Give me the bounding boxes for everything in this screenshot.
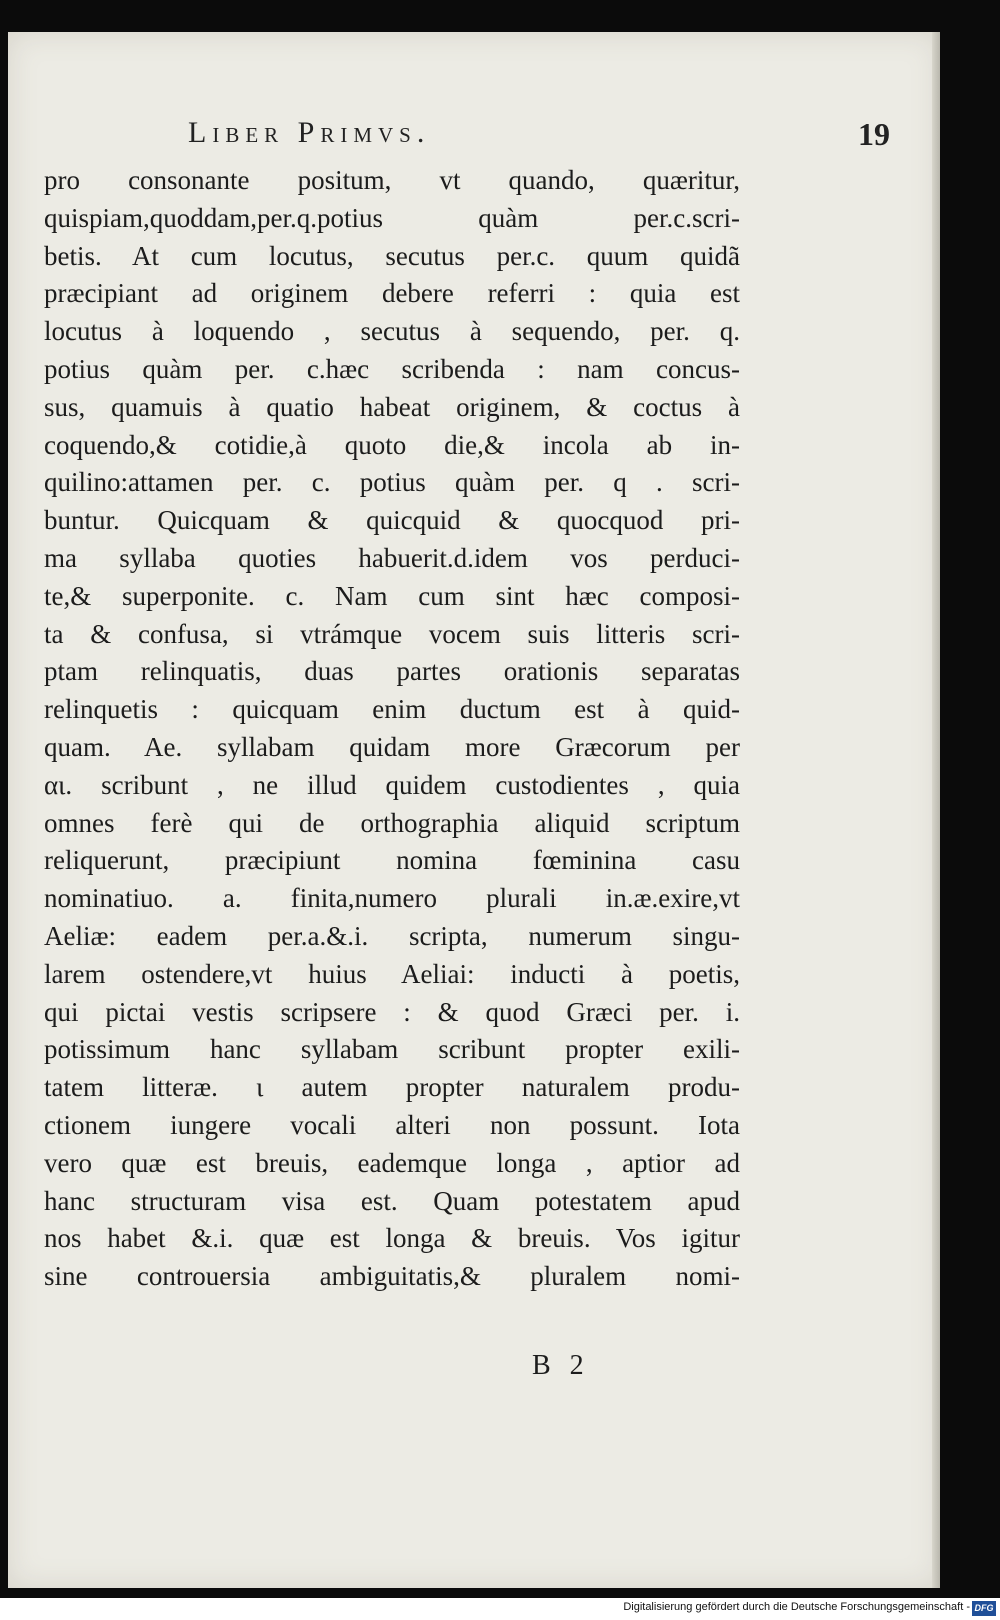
text-line: relinquetis : quicquam enim ductum est à quid- [44,694,740,725]
text-line: αι. scribunt , ne illud quidem custodientes , quia [44,769,740,800]
text-line: betis. At cum locutus, secutus per.c. quum quidã [44,240,740,271]
text-line: hanc structuram visa est. Quam potestatem apud [44,1185,740,1216]
text-line: quilino:attamen per. c. potius quàm per. q . scri- [44,467,740,498]
running-head-title: Liber Primvs. [188,116,431,149]
page-edge [932,32,940,1588]
text-line: sus, quamuis à quatio habeat originem, & coctus à [44,391,740,422]
text-line: Aeliæ: eadem per.a.&.i. scripta, numerum singu- [44,920,740,951]
funding-credit: Digitalisierung gefördert durch die Deutsche Forschungsgemeinschaft - [623,1601,970,1613]
text-line: quam. Ae. syllabam quidam more Græcorum per [44,731,740,762]
book-page [8,32,940,1588]
page-number: 19 [858,116,890,152]
text-line: quispiam,quoddam,per.q.potius quàm per.c.scri- [44,202,740,233]
footer-bar [0,1598,1000,1620]
text-line: larem ostendere,vt huius Aeliai: inducti à poetis, [44,958,740,989]
signature-mark: B 2 [532,1350,590,1381]
text-line: nominatiuo. a. finita,numero plurali in.æ.exire,vt [44,883,740,914]
text-line: vero quæ est breuis, eademque longa , aptior ad [44,1147,740,1178]
text-line: potius quàm per. c.hæc scribenda : nam concus- [44,353,740,384]
text-line: nos habet &.i. quæ est longa & breuis. Vos igitur [44,1223,740,1254]
text-line: buntur. Quicquam & quicquid & quocquod pri- [44,505,740,536]
dfg-logo: DFG [972,1601,996,1616]
running-head [188,116,890,160]
text-line: ctionem iungere vocali alteri non possunt. Iota [44,1109,740,1140]
text-line: præcipiant ad originem debere referri : quia est [44,278,740,309]
text-line: tatem litteræ. ι autem propter naturalem produ- [44,1072,740,1103]
body-text [44,162,740,1296]
text-line: locutus à loquendo , secutus à sequendo, per. q. [44,316,740,347]
text-line: ta & confusa, si vtrámque vocem suis litteris scri- [44,618,740,649]
text-line: ptam relinquatis, duas partes orationis separatas [44,656,740,687]
text-line: potissimum hanc syllabam scribunt propter exili- [44,1034,740,1065]
text-line: te,& superponite. c. Nam cum sint hæc composi- [44,580,740,611]
text-line: ma syllaba quoties habuerit.d.idem vos perduci- [44,542,740,573]
text-line: reliquerunt, præcipiunt nomina fœminina casu [44,845,740,876]
text-line: sine controuersia ambiguitatis,& pluralem nomi- [44,1261,740,1292]
text-line: omnes ferè qui de orthographia aliquid scriptum [44,807,740,838]
text-line: pro consonante positum, vt quando, quæritur, [44,165,740,195]
text-line: qui pictai vestis scripsere : & quod Græci per. i. [44,996,740,1027]
text-line: coquendo,& cotidie,à quoto die,& incola ab in- [44,429,740,460]
